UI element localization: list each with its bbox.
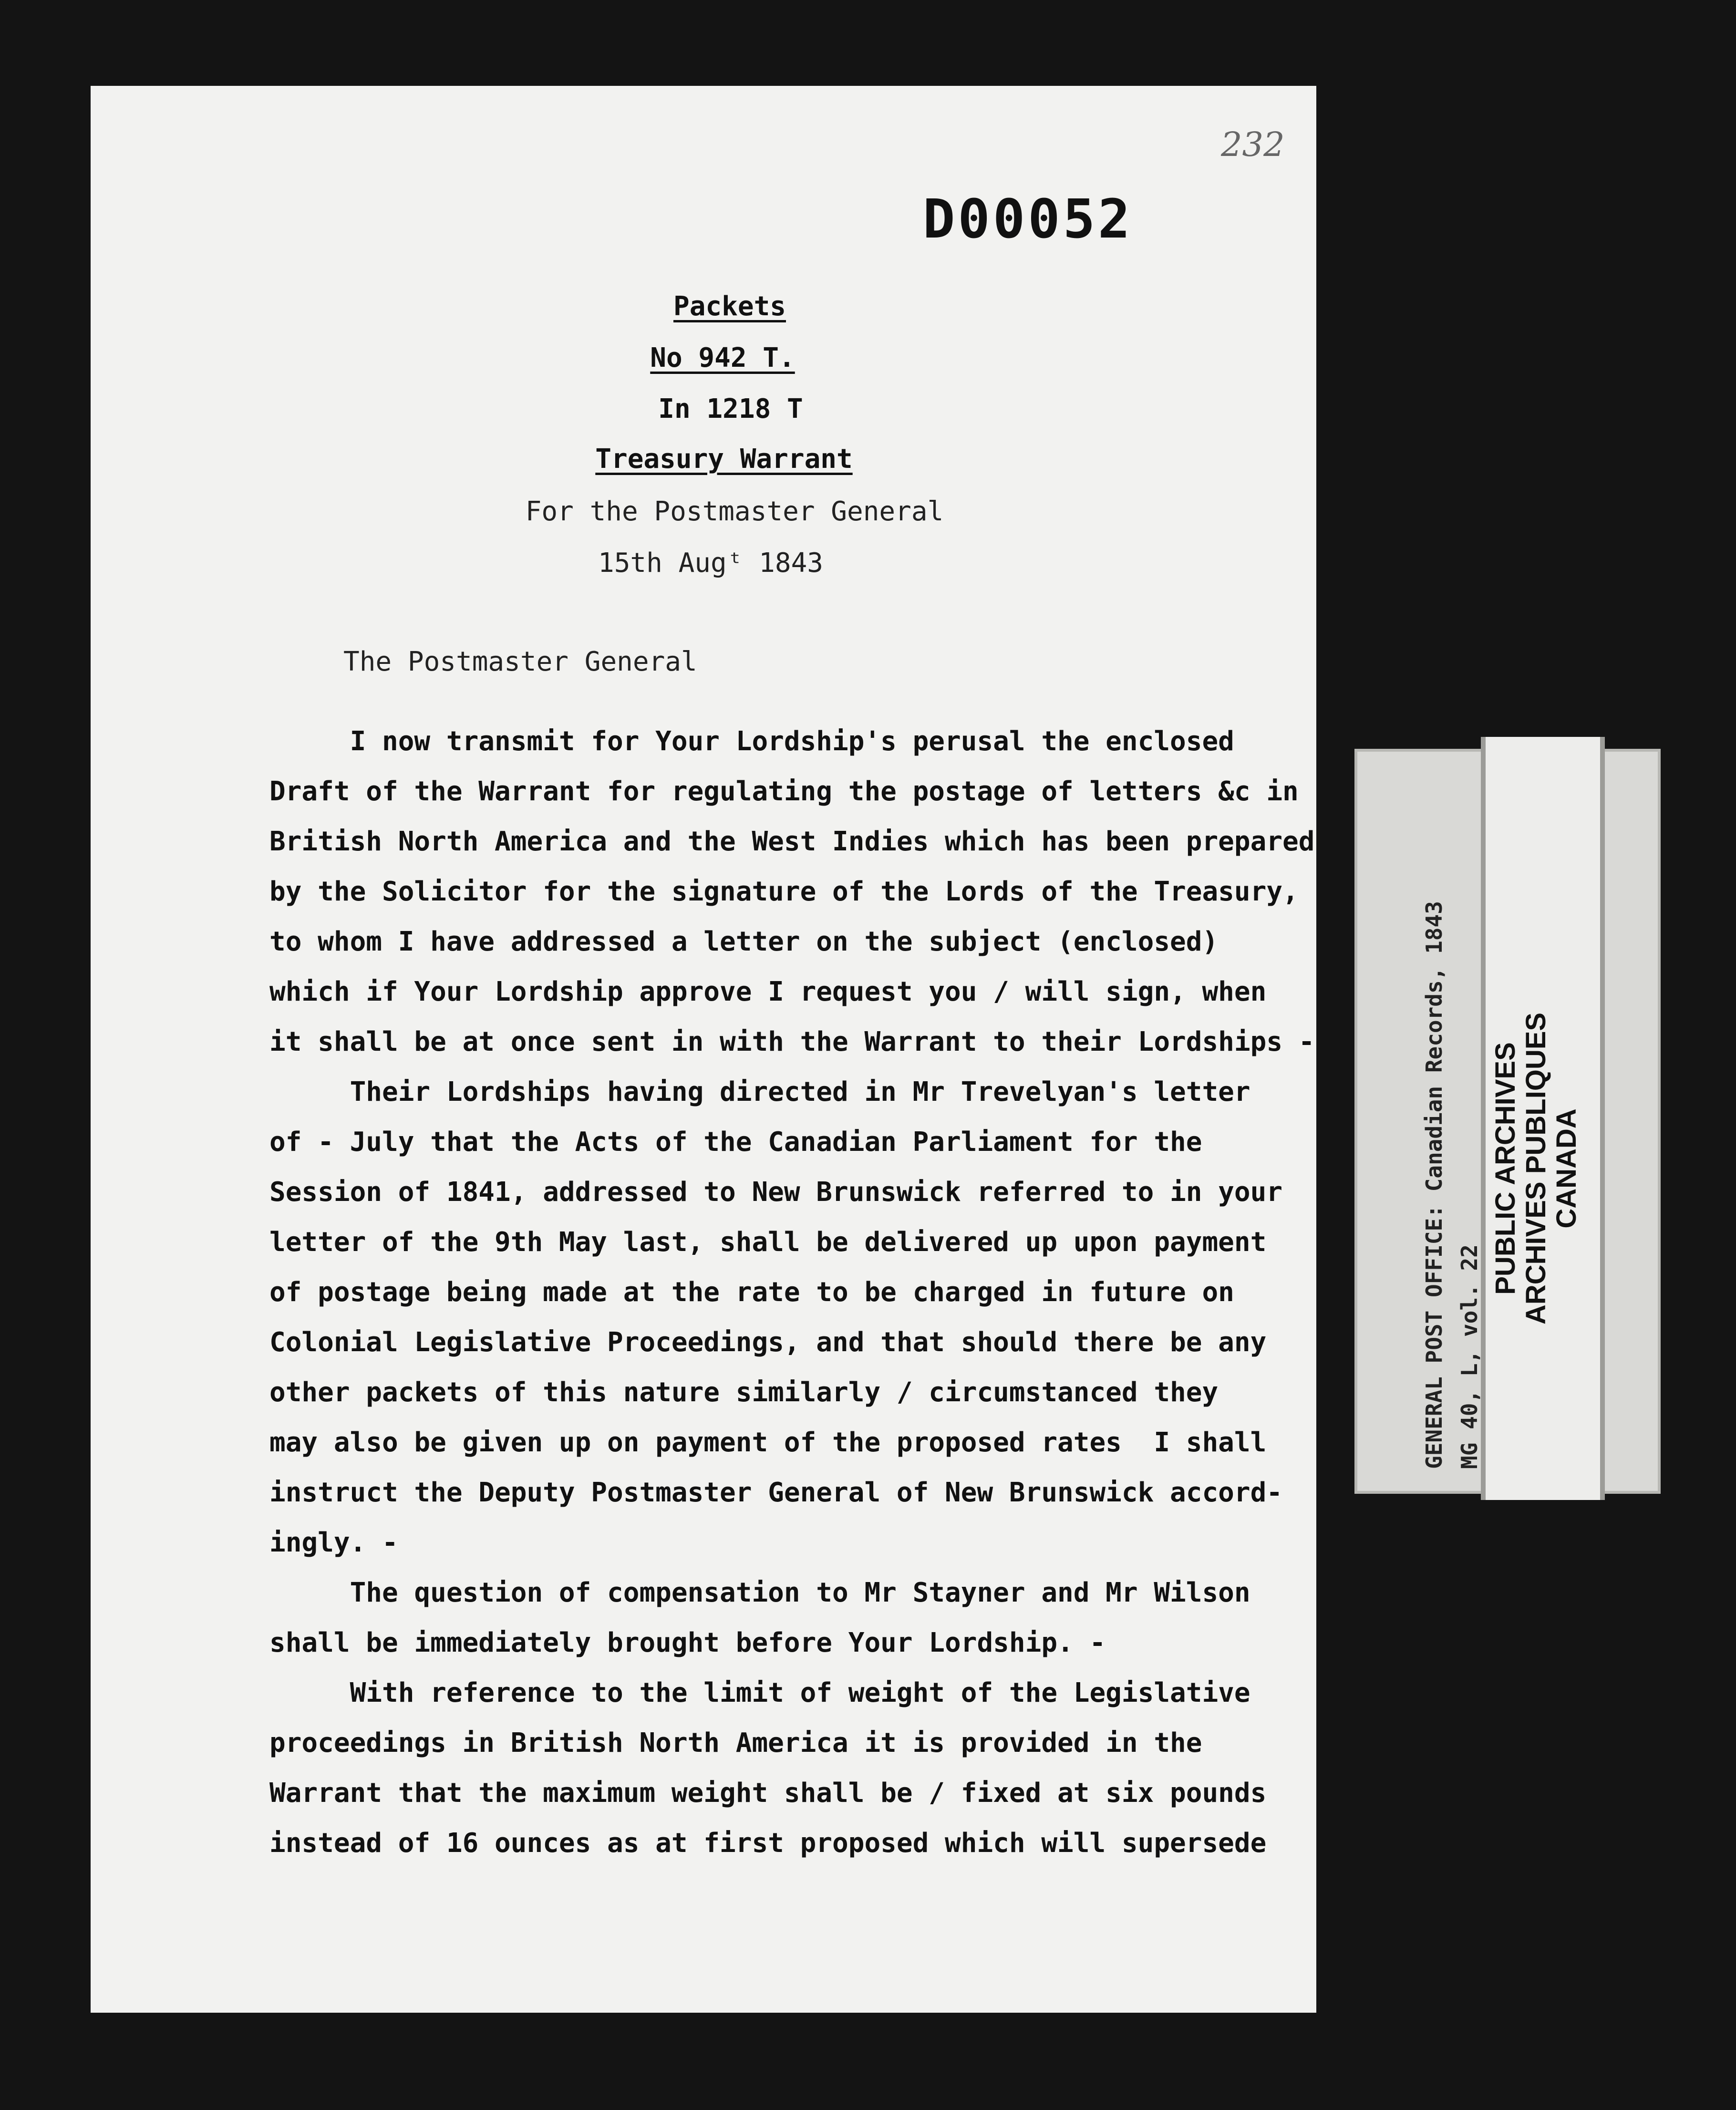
archive-stamp-line-1: PUBLIC ARCHIVES [1490,1042,1521,1295]
body-line: British North America and the West Indies which has been prepared [269,826,1315,857]
body-line: instruct the Deputy Postmaster General of New Brunswick accord- [269,1477,1283,1508]
archive-reference-line-1: GENERAL POST OFFICE: Canadian Records, 1843 [1421,901,1447,1469]
body-line: proceedings in British North America it is provided in the [269,1727,1202,1758]
body-line: Colonial Legislative Proceedings, and that should there be any [269,1327,1267,1358]
body-line: which if Your Lordship approve I request you / will sign, when [269,976,1267,1007]
heading-treasury-warrant: Treasury Warrant [595,444,853,475]
archive-stamp-line-2: ARCHIVES PUBLIQUES [1520,1012,1551,1325]
document-stamp-number: D00052 [923,188,1133,250]
heading-packets: Packets [673,291,786,322]
archive-stamp-line-3: CANADA [1551,1108,1582,1229]
heading-date: 15th Augᵗ 1843 [598,548,824,579]
body-line: of - July that the Acts of the Canadian Parliament for the [269,1127,1202,1158]
body-line: I now transmit for Your Lordship's perusal the enclosed [269,726,1234,757]
folio-number: 232 [1221,125,1285,164]
body-line: Session of 1841, addressed to New Brunswick referred to in your [269,1177,1283,1208]
body-line: by the Solicitor for the signature of the Lords of the Treasury, [269,876,1299,907]
body-line: Warrant that the maximum weight shall be / fixed at six pounds [269,1778,1267,1809]
body-line: letter of the 9th May last, shall be delivered up upon payment [269,1227,1267,1258]
body-line: instead of 16 ounces as at first proposed which will supersede [269,1828,1267,1859]
body-line: shall be immediately brought before Your Lordship. - [269,1627,1106,1658]
heading-number: No 942 T. [650,342,795,373]
body-line: With reference to the limit of weight of the Legislative [269,1677,1250,1708]
body-line: ingly. - [269,1527,398,1558]
archive-reference-line-2: MG 40, L, vol. 22 [1457,1244,1482,1469]
heading-recipient: For the Postmaster General [525,496,944,527]
body-line: it shall be at once sent in with the Warrant to their Lordships - [269,1026,1315,1057]
heading-reference: In 1218 T [658,393,803,424]
body-line: The question of compensation to Mr Stayner and Mr Wilson [269,1577,1250,1608]
archive-stamp [1490,973,1582,1364]
body-line: Draft of the Warrant for regulating the postage of letters &c in [269,776,1299,807]
body-line: other packets of this nature similarly / circumstanced they [269,1377,1219,1408]
archive-reference [1416,901,1487,1469]
body-line: of postage being made at the rate to be charged in future on [269,1277,1234,1308]
body-line: to whom I have addressed a letter on the subject (enclosed) [269,926,1219,957]
body-line: Their Lordships having directed in Mr Trevelyan's letter [269,1076,1250,1107]
body-line: may also be given up on payment of the proposed rates I shall [269,1427,1267,1458]
salutation: The Postmaster General [343,646,697,677]
